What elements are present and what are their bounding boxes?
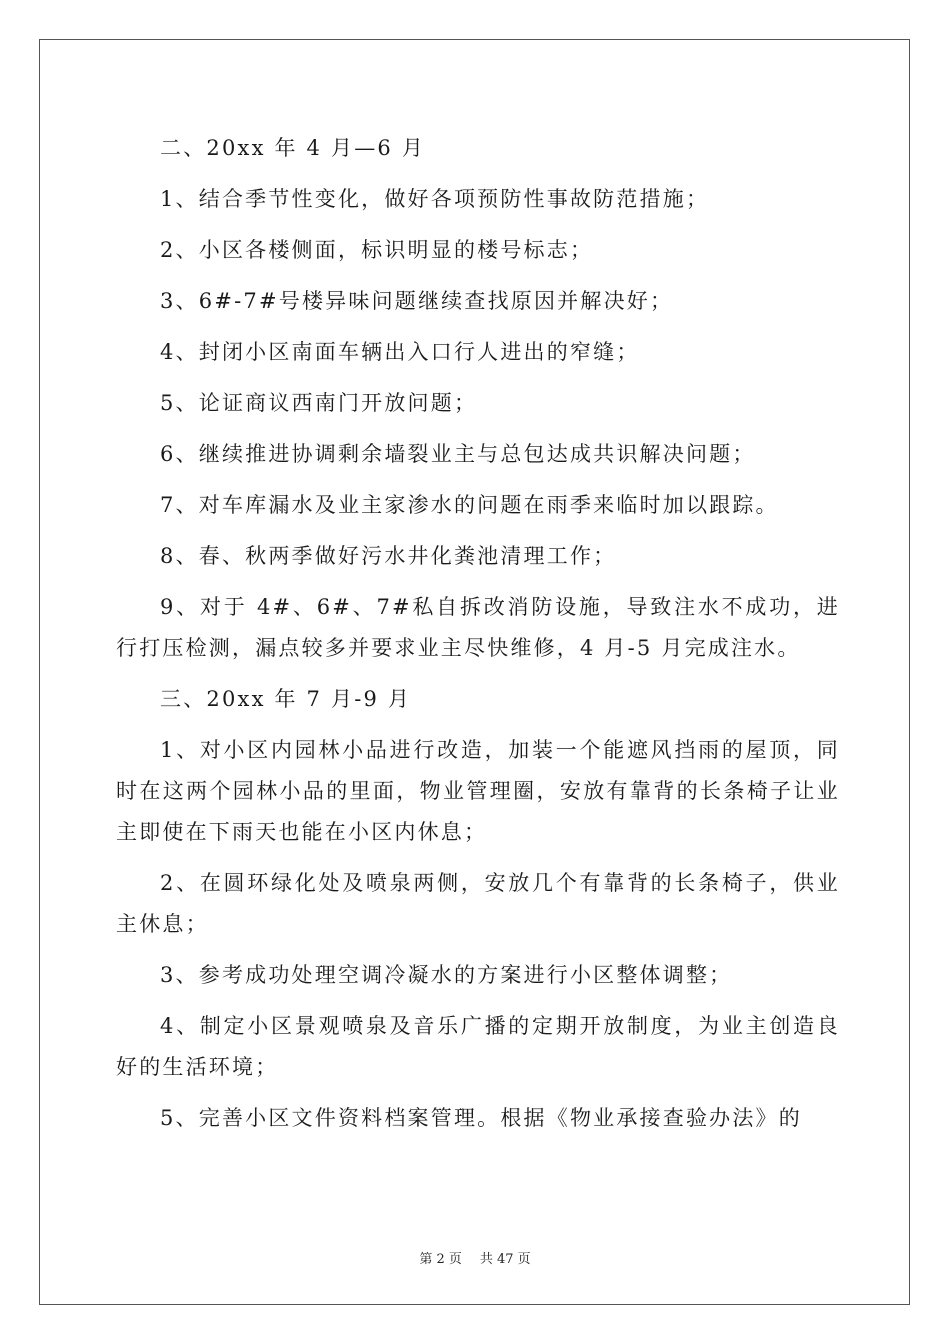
list-item: 2、在圆环绿化处及喷泉两侧，安放几个有靠背的长条椅子，供业主休息； — [116, 871, 840, 936]
document-body — [116, 128, 840, 1149]
page-total: 共 47 页 — [479, 1252, 531, 1267]
list-item: 2、小区各楼侧面，标识明显的楼号标志； — [160, 238, 594, 262]
list-item: 8、春、秋两季做好污水井化粪池清理工作； — [160, 544, 617, 568]
list-item: 1、结合季节性变化，做好各项预防性事故防范措施； — [160, 187, 710, 211]
list-item: 6、继续推进协调剩余墙裂业主与总包达成共识解决问题； — [160, 442, 756, 466]
list-item: 4、制定小区景观喷泉及音乐广播的定期开放制度，为业主创造良好的生活环境； — [116, 1014, 840, 1079]
list-item: 5、论证商议西南门开放问题； — [160, 391, 478, 415]
section-heading: 二、20xx 年 4 月—6 月 — [160, 136, 426, 160]
list-item: 4、封闭小区南面车辆出入口行人进出的窄缝； — [160, 340, 640, 364]
list-item: 3、参考成功处理空调冷凝水的方案进行小区整体调整； — [160, 963, 733, 987]
list-item: 3、6#-7#号楼异味问题继续查找原因并解决好； — [160, 289, 674, 313]
list-item: 7、对车库漏水及业主家渗水的问题在雨季来临时加以跟踪。 — [160, 493, 779, 517]
list-item: 9、对于 4#、6#、7#私自拆改消防设施，导致注水不成功，进行打压检测，漏点较多并要求业主尽快维修，4 月-5 月完成注水。 — [116, 595, 840, 660]
page-number: 第 2 页 — [419, 1252, 462, 1267]
section-heading: 三、20xx 年 7 月-9 月 — [160, 687, 412, 711]
page-footer — [0, 1248, 950, 1267]
list-item: 5、完善小区文件资料档案管理。根据《物业承接查验办法》的 — [160, 1106, 802, 1130]
list-item: 1、对小区内园林小品进行改造，加装一个能遮风挡雨的屋顶，同时在这两个园林小品的里面，物业管理圈，安放有靠背的长条椅子让业主即使在下雨天也能在小区内休息； — [116, 738, 840, 844]
